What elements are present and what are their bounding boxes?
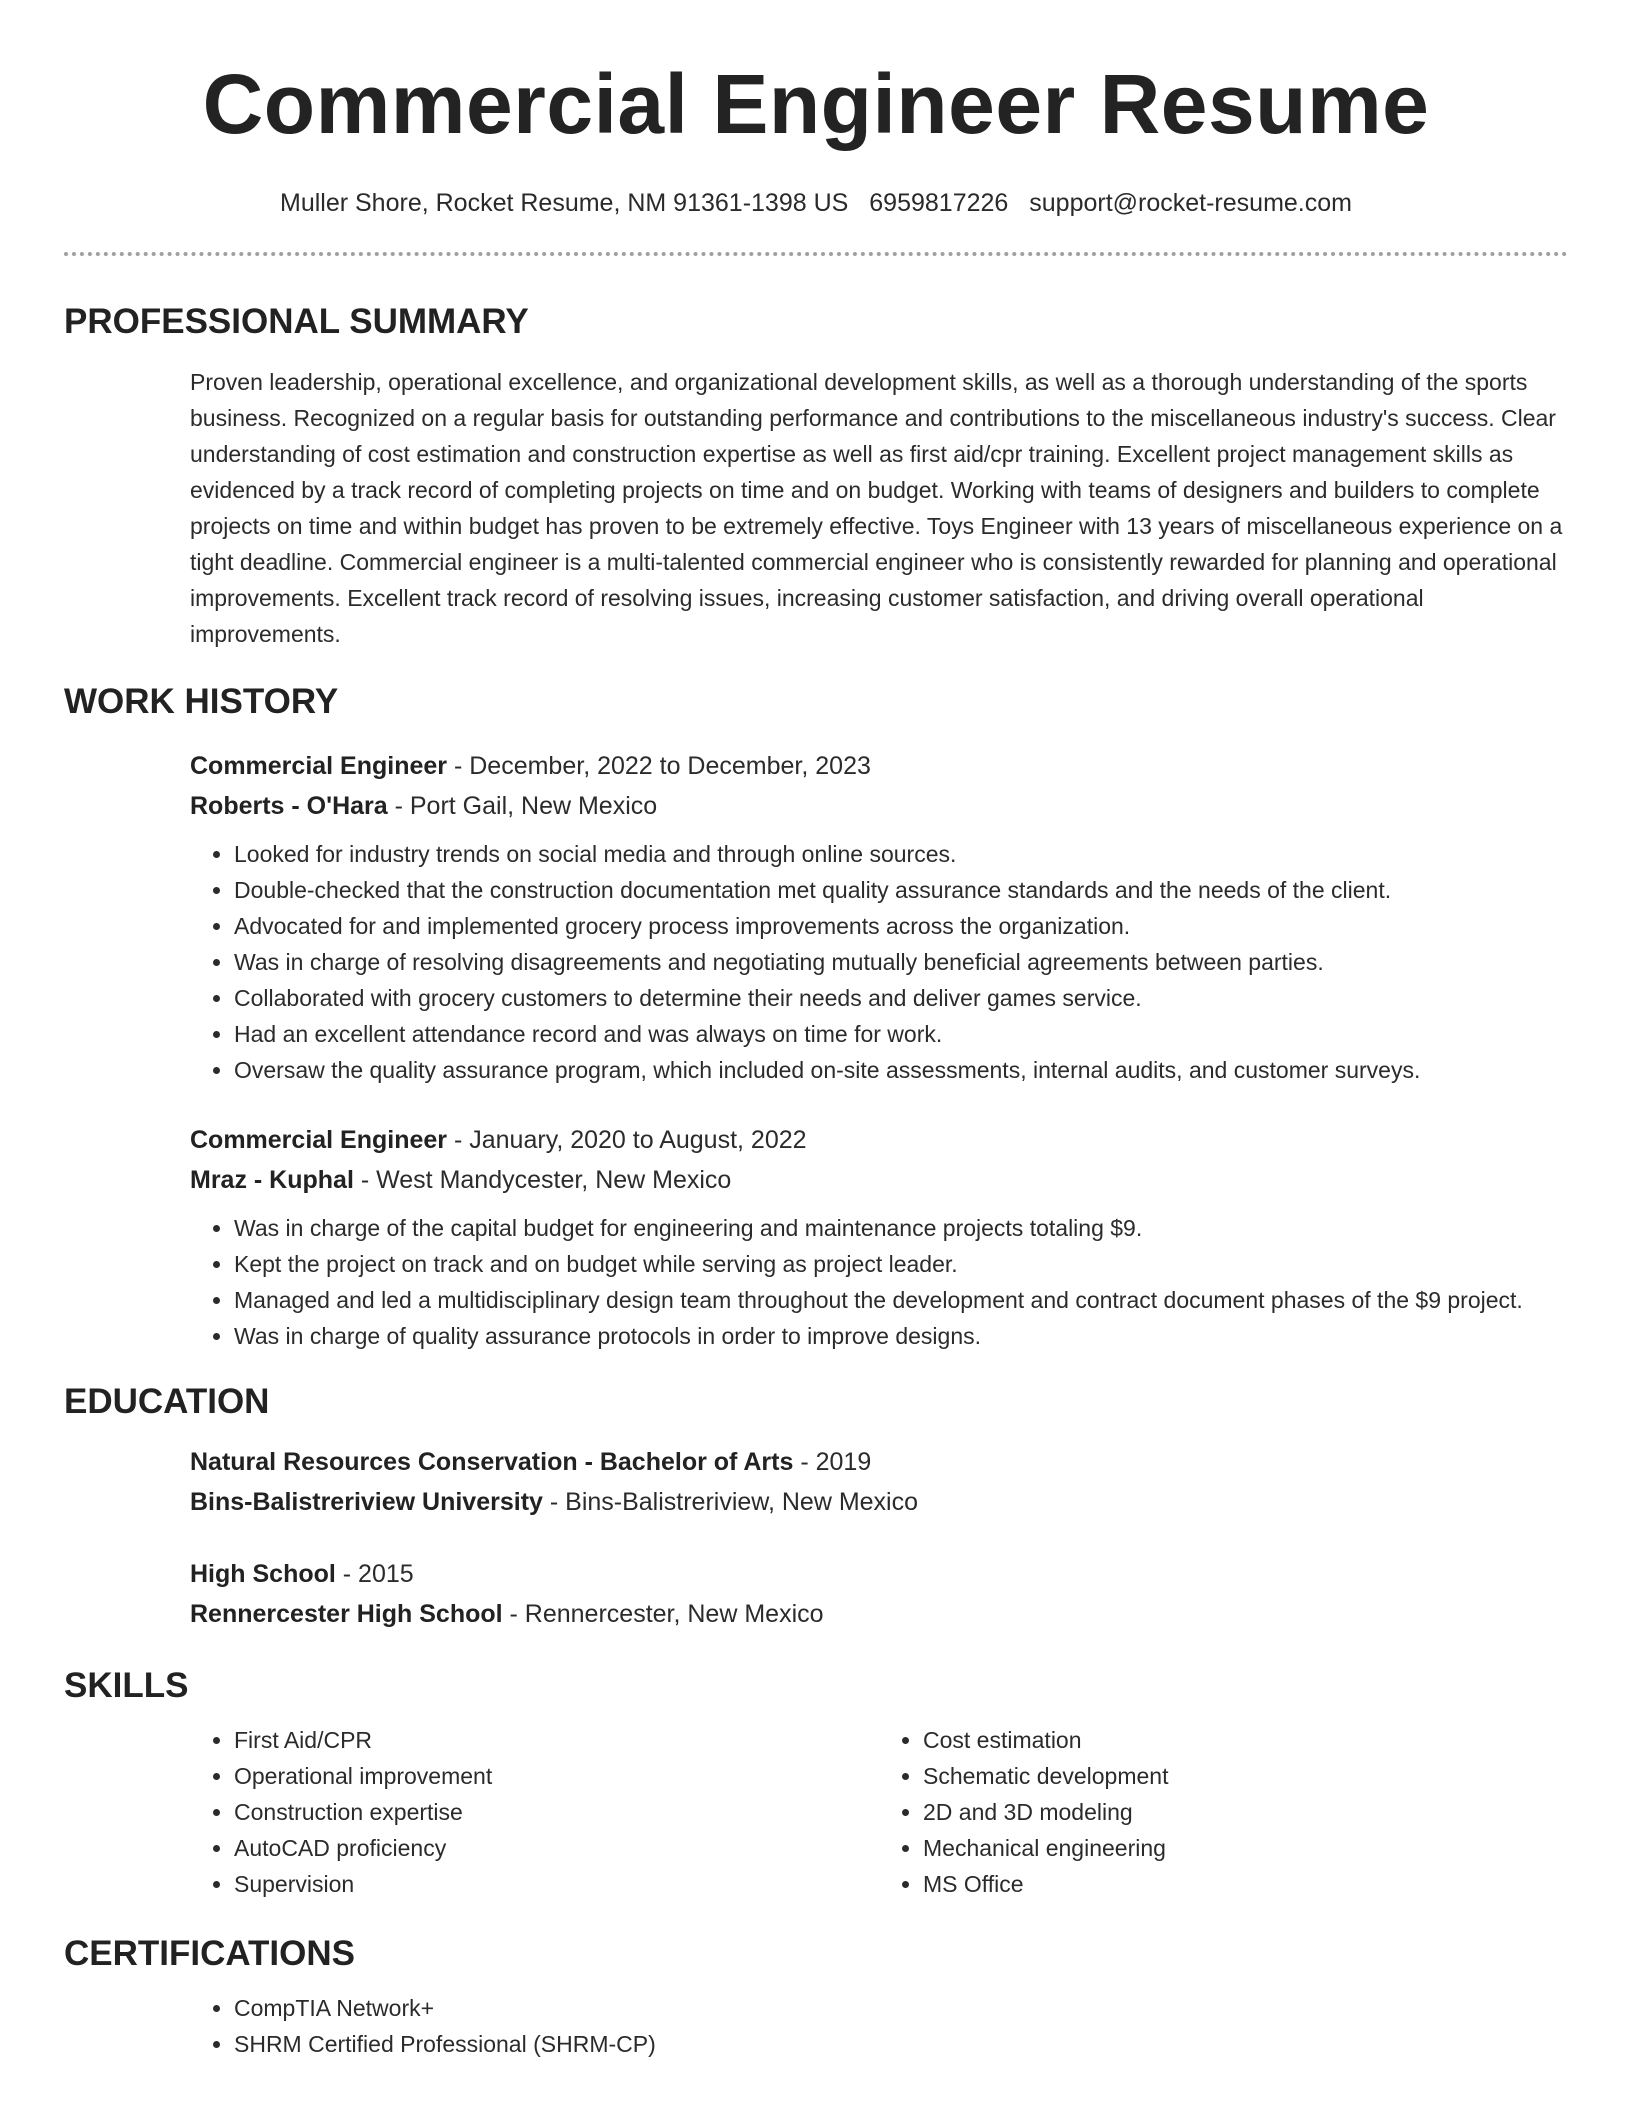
degree-year: - 2015 (335, 1560, 414, 1588)
certification-item: • CompTIA Network+ (234, 1990, 1568, 2026)
job-company-line (190, 786, 1568, 826)
education-entry (190, 1442, 1568, 1522)
contact-address: Muller Shore, Rocket Resume, NM 91361-1398 US (280, 189, 849, 217)
work-history-heading: WORK HISTORY (64, 682, 339, 721)
education-heading: EDUCATION (64, 1382, 270, 1421)
certifications-section (64, 1932, 1568, 2062)
summary-section (64, 300, 1568, 652)
list-item: • Was in charge of resolving disagreements and negotiating mutually beneficial agreements between parties. (234, 944, 1568, 980)
school-location: - Rennercester, New Mexico (502, 1600, 824, 1628)
list-item: • Collaborated with grocery customers to determine their needs and deliver games service. (234, 980, 1568, 1016)
school-line (190, 1594, 1568, 1634)
list-item: • Managed and led a multidisciplinary design team throughout the development and contract document phases of the $9 project. (234, 1282, 1568, 1318)
degree-line (190, 1442, 1568, 1482)
job-entry (190, 1120, 1568, 1354)
list-item: • Kept the project on track and on budget while serving as project leader. (234, 1246, 1568, 1282)
degree-name: High School (190, 1560, 336, 1588)
page-title: Commercial Engineer Resume (202, 57, 1430, 151)
certifications-body (190, 1990, 1568, 2062)
skill-item: • AutoCAD proficiency (234, 1830, 879, 1866)
job-title-line (190, 1120, 1568, 1160)
skill-item: • Schematic development (923, 1758, 1568, 1794)
school-location: - Bins-Balistreriview, New Mexico (542, 1488, 919, 1516)
skill-item: • Mechanical engineering (923, 1830, 1568, 1866)
skill-item: • Supervision (234, 1866, 879, 1902)
job-duties-list (190, 836, 1568, 1088)
work-history-section (64, 680, 1568, 1354)
list-item: • Looked for industry trends on social media and through online sources. (234, 836, 1568, 872)
job-title-line (190, 746, 1568, 786)
job-location: - West Mandycester, New Mexico (353, 1166, 732, 1194)
skill-item: • 2D and 3D modeling (923, 1794, 1568, 1830)
job-entry (190, 746, 1568, 1088)
degree-line (190, 1554, 1568, 1594)
skills-heading: SKILLS (64, 1666, 189, 1705)
list-item: • Had an excellent attendance record and was always on time for work. (234, 1016, 1568, 1052)
list-item: • Advocated for and implemented grocery process improvements across the organization. (234, 908, 1568, 944)
certification-item: • SHRM Certified Professional (SHRM-CP) (234, 2026, 1568, 2062)
skill-item: • First Aid/CPR (234, 1722, 879, 1758)
job-duties-list (190, 1210, 1568, 1354)
job-company-line (190, 1160, 1568, 1200)
skills-list-left (190, 1722, 879, 1902)
degree-name: Natural Resources Conservation - Bachelor of Arts (190, 1448, 794, 1476)
job-location: - Port Gail, New Mexico (387, 792, 658, 820)
certifications-list (190, 1990, 1568, 2062)
skills-list-right (879, 1722, 1568, 1902)
education-section (64, 1380, 1568, 1634)
job-dates: - December, 2022 to December, 2023 (447, 752, 871, 780)
job-dates: - January, 2020 to August, 2022 (447, 1126, 807, 1154)
contact-email: support@rocket-resume.com (1029, 189, 1352, 217)
list-item: • Was in charge of the capital budget for engineering and maintenance projects totaling $9. (234, 1210, 1568, 1246)
list-item: • Was in charge of quality assurance protocols in order to improve designs. (234, 1318, 1568, 1354)
skills-grid (190, 1722, 1568, 1902)
school-name: Rennercester High School (190, 1600, 503, 1628)
skill-item: • Cost estimation (923, 1722, 1568, 1758)
skills-section (64, 1664, 1568, 1902)
header-divider (64, 252, 1568, 256)
list-item: • Oversaw the quality assurance program, which included on-site assessments, internal audits, and customer surveys. (234, 1052, 1568, 1088)
contact-line (0, 188, 1632, 218)
skill-item: • Construction expertise (234, 1794, 879, 1830)
school-name: Bins-Balistreriview University (190, 1488, 543, 1516)
job-company: Mraz - Kuphal (190, 1166, 354, 1194)
summary-text: Proven leadership, operational excellence, and organizational development skills, as well as a thorough understanding of the sports business. Recognized on a regular basis for outstanding performance and contributions to the miscellaneous industry's success. Clear understanding of cost estimation and construction expertise as well as first aid/cpr training. Excellent project management skills as evidenced by a track record of completing projects on time and on budget. Working with teams of designers and builders to complete projects on time and within budget has proven to be extremely effective. Toys Engineer with 13 years of miscellaneous experience on a tight deadline. Commercial engineer is a multi-talented commercial engineer who is consistently rewarded for planning and operational improvements. Excellent track record of resolving issues, increasing customer satisfaction, and driving overall operational improvements. (190, 369, 1563, 647)
job-company: Roberts - O'Hara (190, 792, 388, 820)
job-role: Commercial Engineer (190, 1126, 448, 1154)
certifications-heading: CERTIFICATIONS (64, 1934, 356, 1973)
job-role: Commercial Engineer (190, 752, 448, 780)
skill-item: • MS Office (923, 1866, 1568, 1902)
education-entry (190, 1554, 1568, 1634)
summary-heading: PROFESSIONAL SUMMARY (64, 302, 529, 341)
school-line (190, 1482, 1568, 1522)
skill-item: • Operational improvement (234, 1758, 879, 1794)
degree-year: - 2019 (793, 1448, 872, 1476)
list-item: • Double-checked that the construction documentation met quality assurance standards and the needs of the client. (234, 872, 1568, 908)
contact-phone: 6959817226 (869, 189, 1009, 217)
